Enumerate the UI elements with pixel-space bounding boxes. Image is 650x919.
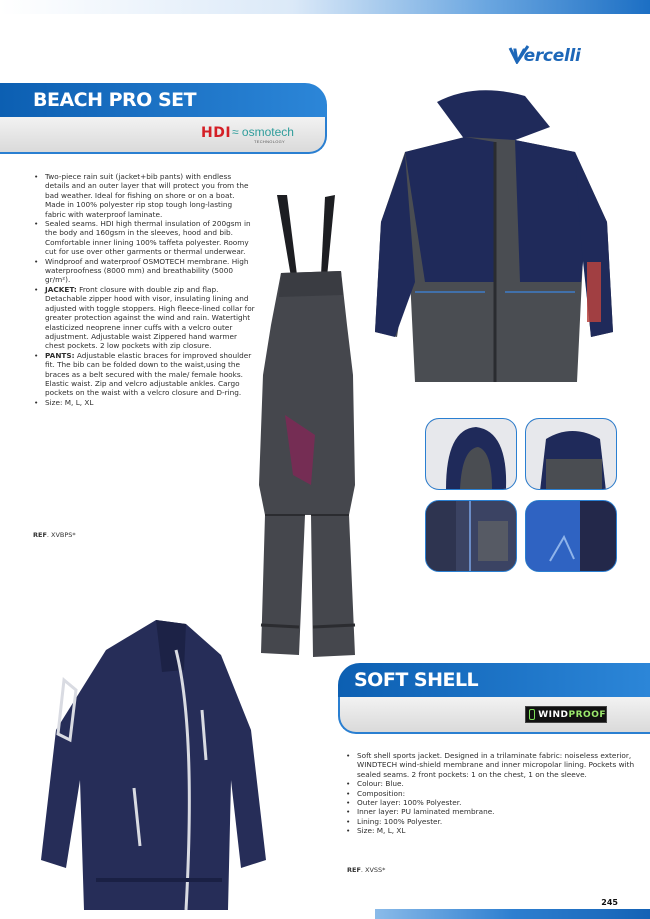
soft-shell-header: [338, 663, 650, 735]
windproof-icon: [529, 709, 535, 720]
list-item: • Windproof and waterproof OSMOTECH membrane. High waterproofness (8000 mm) and breathability (5000 gr/m²).: [33, 257, 255, 285]
rain-jacket-image: [345, 82, 615, 392]
top-accent-bar: [0, 0, 650, 14]
list-item: • JACKET: Front closure with double zip and flap. Detachable zipper hood with visor, insulating lining and adjusted with toggle stoppers. High fleece-lined collar for greater protection against the wind and rain. Watertight elasticized neoprene inner cuffs with a velcro outer adjustment. Adjustable waist Zippered hand warmer chest pockets. 2 low pockets with zip closure.: [33, 285, 255, 351]
list-item: • Size: M, L, XL: [33, 398, 255, 407]
list-item: • Inner layer: PU laminated membrane.: [345, 807, 635, 816]
detail-thumb-cuff: [525, 500, 617, 572]
soft-shell-badge-band: [338, 697, 650, 734]
soft-shell-jacket-image: [36, 610, 271, 910]
detail-thumb-zip: [425, 500, 517, 572]
beach-pro-header: [0, 83, 327, 154]
beach-pro-description: [33, 172, 255, 407]
list-item: • Outer layer: 100% Polyester.: [345, 798, 635, 807]
page-number: 245: [601, 898, 618, 907]
beach-pro-ref: REF. XVBPS*: [33, 531, 76, 539]
list-item: • Sealed seams. HDI high thermal insulation of 200gsm in the body and 160gsm in the sleeves, hood and bib. Comfortable inner lining 100% taffeta polyester. Roomy cut for use over other garments or thermal underwear.: [33, 219, 255, 257]
soft-shell-ref: REF. XVSS*: [347, 866, 386, 874]
beach-pro-badge-band: [0, 117, 327, 154]
list-item: • Composition:: [345, 789, 635, 798]
bottom-accent-bar: [375, 909, 650, 919]
brand-logo: Vercelli: [512, 46, 581, 66]
beach-pro-title: BEACH PRO SET: [0, 83, 327, 117]
windproof-badge: WINDPROOF: [525, 706, 607, 723]
list-item: • Colour: Blue.: [345, 779, 635, 788]
list-item: • Two-piece rain suit (jacket+bib pants) with endless details and an outer layer that will protect you from the bad weather. Ideal for fishing on shore or on a boat. Made in 100% polyester rip stop tough long-lasting fabric with waterproof laminate.: [33, 172, 255, 219]
detail-thumb-hood: [425, 418, 517, 490]
list-item: • Lining: 100% Polyester.: [345, 817, 635, 826]
osmotech-subtitle: TECHNOLOGY: [254, 139, 286, 144]
list-item: • PANTS: Adjustable elastic braces for improved shoulder fit. The bib can be folded down to the waist,using the braces as a belt secured with the male/ female hooks. Elastic waist. Zip and velcro adjustable ankles. Cargo pockets on the waist with a velcro closure and D-ring.: [33, 351, 255, 398]
detail-thumb-back: [525, 418, 617, 490]
hdi-badge: HDI: [201, 125, 232, 141]
list-item: • Size: M, L, XL: [345, 826, 635, 835]
osmotech-badge: ≈ osmotech: [232, 125, 294, 139]
list-item: • Soft shell sports jacket. Designed in a trilaminate fabric: noiseless exterior, WINDTECH wind-shield membrane and inner micropolar lining. Pockets with sealed seams. 2 front pockets: 1 on the chest, 1 on the sleeve.: [345, 751, 635, 779]
soft-shell-description: [345, 751, 635, 836]
soft-shell-title: SOFT SHELL: [338, 663, 650, 697]
